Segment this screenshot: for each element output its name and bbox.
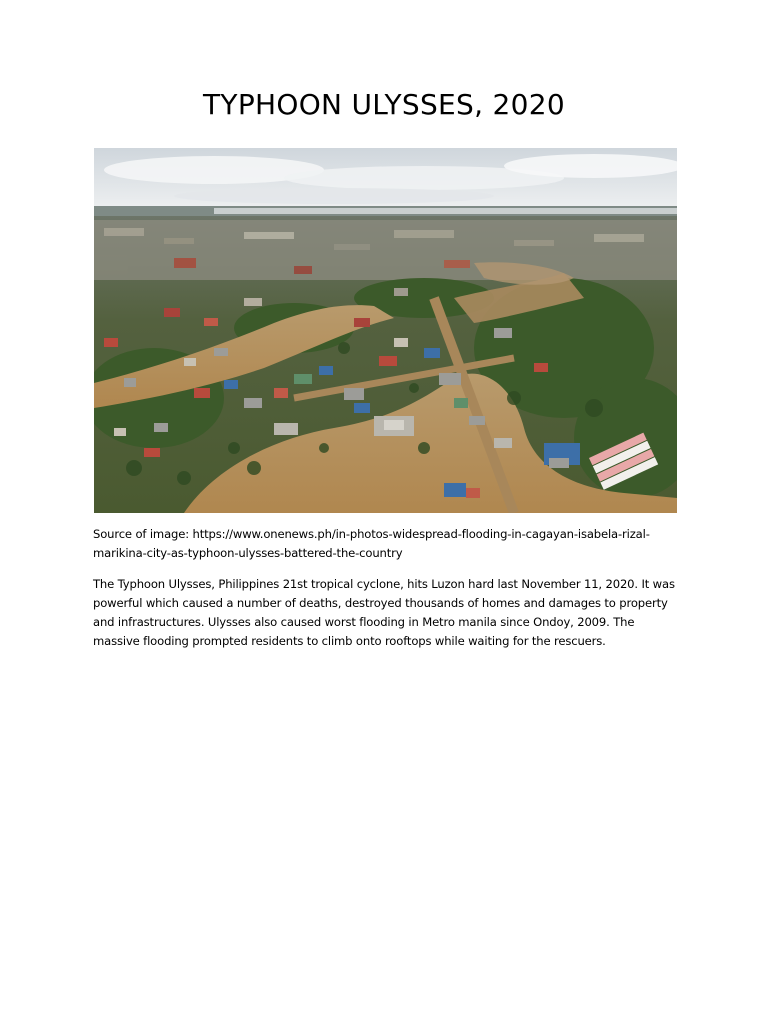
flood-aerial-photo xyxy=(94,148,677,513)
flood-photo-illustration xyxy=(94,148,677,513)
body-paragraph: The Typhoon Ulysses, Philippines 21st tropical cyclone, hits Luzon hard last November 11, 2020. It was powerful which caused a number of deaths, destroyed thousands of homes and damages to property and infrastructures. Ulysses also caused worst flooding in Metro manila since Ondoy, 2009. The massive flooding prompted residents to climb onto rooftops while waiting for the rescuers. xyxy=(93,577,675,648)
page-title: TYPHOON ULYSSES, 2020 xyxy=(203,88,565,121)
image-source-caption: Source of image: https://www.onenews.ph/in-photos-widespread-flooding-in-cagayan-isabela-rizal-marikina-city-as-typhoon-ulysses-battered-the-country xyxy=(93,527,650,560)
